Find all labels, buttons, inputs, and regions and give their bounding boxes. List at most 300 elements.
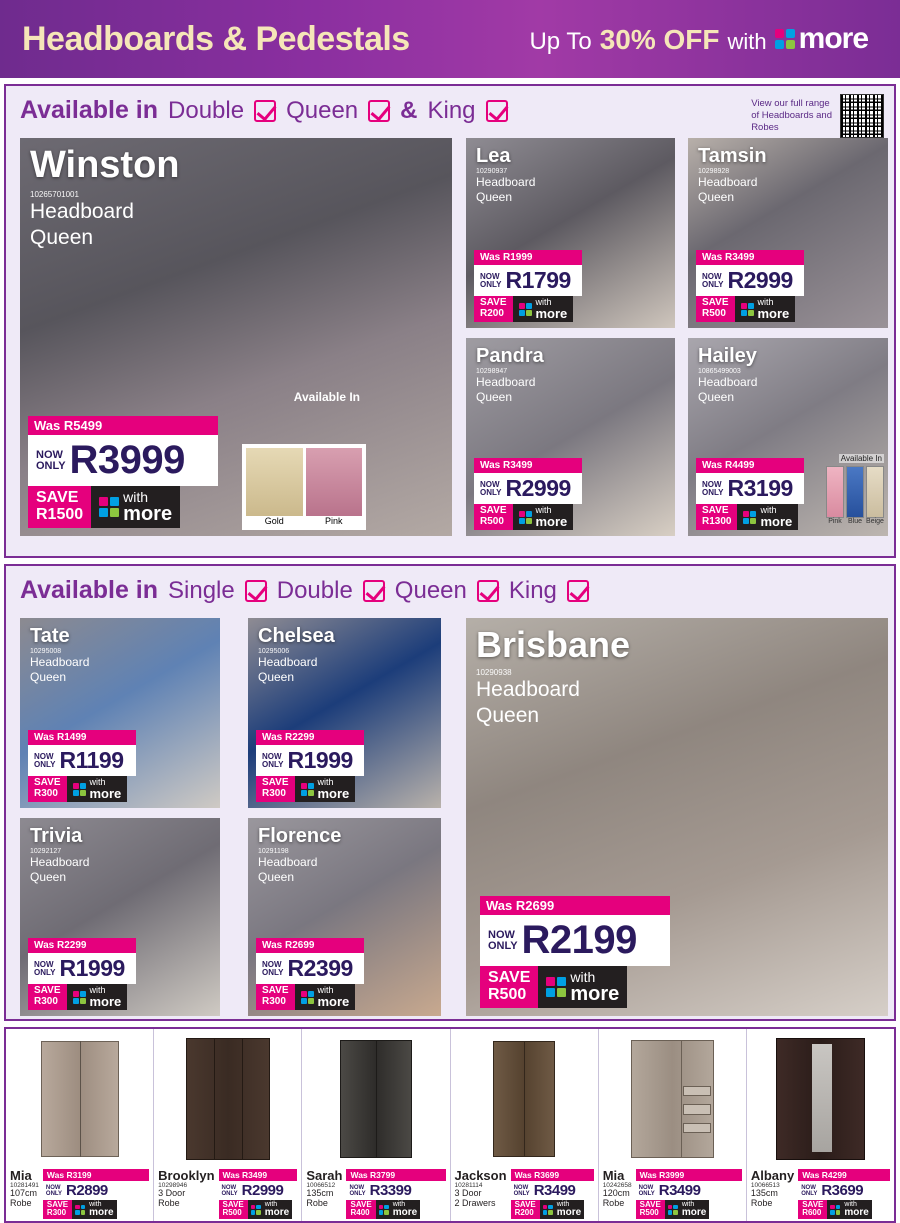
product-card-sarah[interactable] xyxy=(302,1029,450,1221)
was-price: Was R3999 xyxy=(636,1169,742,1181)
price-block xyxy=(256,727,364,802)
was-price: Was R4299 xyxy=(798,1169,890,1181)
with-label: with xyxy=(556,1201,570,1208)
product-info xyxy=(306,1169,445,1219)
product-card-tamsin[interactable] xyxy=(688,138,888,328)
product-code: 10281491 xyxy=(10,1182,39,1189)
with-more-badge xyxy=(735,296,796,322)
product-desc-1: Headboard xyxy=(476,175,536,189)
more-label: more xyxy=(570,983,620,1005)
product-card-trivia[interactable] xyxy=(20,818,220,1016)
now-price-row xyxy=(28,953,136,984)
swatch-label: Pink xyxy=(828,518,842,525)
was-price: Was R1999 xyxy=(474,250,582,265)
save-row xyxy=(474,296,582,322)
product-desc-2: Queen xyxy=(476,190,513,204)
save-label: SAVE xyxy=(488,969,531,986)
price-block xyxy=(696,455,804,530)
with-label: with xyxy=(570,969,596,985)
product-name: Jackson xyxy=(454,1168,507,1183)
product-card-pandra[interactable] xyxy=(466,338,675,536)
product-card-hailey[interactable] xyxy=(688,338,888,536)
now-price: R1799 xyxy=(505,267,571,293)
with-label: with xyxy=(89,777,106,787)
now-price: R2199 xyxy=(521,918,637,962)
product-card-chelsea[interactable] xyxy=(248,618,441,808)
price-block xyxy=(474,455,582,530)
price-block xyxy=(480,896,670,1008)
now-price-row xyxy=(256,745,364,776)
was-price: Was R3499 xyxy=(696,250,804,265)
now-price-row xyxy=(480,915,670,966)
now-label-2: ONLY xyxy=(702,487,724,497)
product-code: 10066513 xyxy=(750,1182,780,1189)
product-image xyxy=(306,1033,445,1165)
product-image xyxy=(10,1033,149,1165)
swatch-chip xyxy=(306,448,363,516)
with-more-badge xyxy=(538,966,627,1008)
product-desc-2: Queen xyxy=(476,390,513,404)
product-code: 10291198 xyxy=(258,848,289,855)
section1-size-king: King xyxy=(427,96,476,124)
save-row xyxy=(219,1200,298,1219)
more-petal-icon xyxy=(73,991,86,1004)
more-label: more xyxy=(681,1207,707,1218)
save-row xyxy=(346,1200,445,1219)
product-info xyxy=(158,1169,297,1219)
now-label-1: NOW xyxy=(480,271,500,281)
save-label: SAVE xyxy=(802,1200,824,1209)
product-code: 10865499003 xyxy=(698,368,741,375)
more-label: more xyxy=(535,514,568,529)
section2-available-label: Available in xyxy=(20,576,159,604)
was-price: Was R1499 xyxy=(28,730,136,745)
now-price-row xyxy=(256,953,364,984)
product-name: Sarah xyxy=(306,1168,343,1183)
header-with-label: with xyxy=(727,29,767,54)
product-desc-1: Headboard xyxy=(476,678,580,701)
more-petal-icon xyxy=(741,303,754,316)
with-more-badge xyxy=(737,504,798,530)
product-desc-1: 107cm xyxy=(10,1188,38,1198)
section1-available-label: Available in xyxy=(20,96,159,124)
swatch-label: Pink xyxy=(324,516,343,526)
now-price: R3499 xyxy=(533,1182,576,1199)
section1-ampersand: & xyxy=(400,96,418,124)
now-label-2: ONLY xyxy=(36,459,66,472)
with-label: with xyxy=(123,489,149,505)
product-desc-1: Headboard xyxy=(258,855,318,869)
now-label-1: NOW xyxy=(702,479,722,489)
save-label: SAVE xyxy=(480,505,507,516)
with-more-badge xyxy=(827,1200,871,1219)
product-desc-1: Headboard xyxy=(698,175,758,189)
was-price: Was R2699 xyxy=(256,938,364,953)
price-block xyxy=(346,1169,445,1219)
more-label: more xyxy=(392,1207,418,1218)
product-code: 10295008 xyxy=(30,648,62,655)
more-label: more xyxy=(264,1207,290,1218)
swatch-chip xyxy=(866,466,884,518)
save-row xyxy=(798,1200,890,1219)
now-price-row xyxy=(511,1181,594,1200)
now-price-row xyxy=(474,265,582,296)
more-petal-icon xyxy=(830,1205,840,1215)
with-more-badge xyxy=(248,1200,292,1219)
swatch-chip xyxy=(846,466,864,518)
more-petal-icon xyxy=(379,1205,389,1215)
more-label: more xyxy=(317,994,350,1009)
hailey-swatch-panel xyxy=(826,466,884,525)
swatch-label: Blue xyxy=(847,518,862,525)
save-row xyxy=(480,966,670,1008)
price-block xyxy=(43,1169,149,1219)
product-code: 10298928 xyxy=(698,168,730,175)
save-amount: R400 xyxy=(350,1208,370,1218)
now-label-1: NOW xyxy=(513,1184,529,1191)
product-info xyxy=(455,1169,594,1219)
section1-size-double: Double xyxy=(168,96,245,124)
now-price: R2999 xyxy=(505,475,571,501)
now-label-1: NOW xyxy=(349,1184,365,1191)
now-price-row xyxy=(346,1181,445,1200)
price-block xyxy=(696,247,804,322)
now-label-1: NOW xyxy=(34,751,54,761)
product-desc-1: 120cm xyxy=(602,1188,630,1198)
section2-size-queen: Queen xyxy=(394,576,467,604)
save-row xyxy=(696,504,804,530)
more-label: more xyxy=(535,306,568,321)
save-row xyxy=(43,1200,149,1219)
price-block xyxy=(28,935,136,1010)
was-price: Was R3499 xyxy=(219,1169,298,1181)
product-desc-1: Headboard xyxy=(258,655,318,669)
with-more-badge xyxy=(72,1200,116,1219)
now-price: R2899 xyxy=(66,1182,108,1199)
now-price: R3499 xyxy=(658,1182,701,1199)
price-block xyxy=(511,1169,594,1219)
product-desc-2: Queen xyxy=(476,704,540,727)
product-name: Winston xyxy=(30,144,180,186)
with-label: with xyxy=(317,777,334,787)
with-label: with xyxy=(757,297,774,307)
now-price: R2999 xyxy=(241,1182,284,1199)
now-label-1: NOW xyxy=(262,959,282,969)
product-code: 10265701001 xyxy=(30,190,79,199)
now-price-row xyxy=(43,1181,149,1200)
now-price: R2999 xyxy=(727,267,793,293)
save-amount: R300 xyxy=(34,995,58,1007)
product-desc-1: Headboard xyxy=(698,375,758,389)
checkbox-tick-icon xyxy=(254,100,276,122)
save-amount: R1500 xyxy=(36,505,84,523)
with-label: with xyxy=(89,1201,102,1208)
product-name: Brisbane xyxy=(476,624,631,665)
with-more-badge xyxy=(91,486,180,528)
now-label-1: NOW xyxy=(638,1184,654,1191)
now-label-1: NOW xyxy=(488,928,515,941)
product-desc-2: Queen xyxy=(30,870,67,884)
section-headboards-single-double-queen-king xyxy=(4,564,896,1021)
product-image xyxy=(751,1033,890,1165)
product-code: 10298946 xyxy=(158,1182,188,1189)
product-desc-2: Queen xyxy=(30,670,67,684)
now-label-1: NOW xyxy=(262,751,282,761)
robes-strip xyxy=(4,1027,896,1223)
now-price: R3399 xyxy=(369,1182,412,1199)
save-amount: R500 xyxy=(702,307,726,319)
swatch-label: Beige xyxy=(866,518,884,525)
product-name: Trivia xyxy=(30,825,83,847)
product-code: 10298947 xyxy=(476,368,508,375)
more-label: more xyxy=(123,503,173,525)
section-headboards-double-queen-king xyxy=(4,84,896,558)
now-label-2: ONLY xyxy=(480,279,502,289)
product-card-winston[interactable] xyxy=(20,138,452,536)
save-label: SAVE xyxy=(262,985,289,996)
more-label: more xyxy=(844,1207,869,1218)
product-image xyxy=(603,1033,742,1165)
header-discount: 30% OFF xyxy=(599,24,720,55)
now-label-1: NOW xyxy=(221,1184,237,1191)
now-price-row xyxy=(636,1181,742,1200)
qr-text xyxy=(751,98,832,134)
save-amount: R1300 xyxy=(702,515,732,527)
save-row xyxy=(474,504,582,530)
now-label-2: ONLY xyxy=(488,939,518,952)
product-code: 10242658 xyxy=(602,1182,632,1189)
now-label-1: NOW xyxy=(480,479,500,489)
more-petal-icon xyxy=(73,783,86,796)
product-code: 10292127 xyxy=(30,848,62,855)
with-more-badge xyxy=(513,296,574,322)
with-label: with xyxy=(535,297,552,307)
qr-callout[interactable] xyxy=(751,94,884,138)
now-label-2: ONLY xyxy=(34,967,56,977)
product-name: Lea xyxy=(476,145,511,167)
more-petal-icon xyxy=(251,1205,261,1215)
now-label-2: ONLY xyxy=(45,1190,63,1197)
product-desc-1: Headboard xyxy=(30,655,90,669)
product-card-mia-120[interactable] xyxy=(599,1029,747,1221)
save-amount: R500 xyxy=(222,1208,242,1218)
product-desc-2: Robe xyxy=(602,1197,625,1208)
checkbox-tick-icon xyxy=(245,580,267,602)
product-desc-1: Headboard xyxy=(476,375,536,389)
save-amount: R300 xyxy=(262,995,286,1007)
was-price: Was R5499 xyxy=(28,416,218,435)
with-label: with xyxy=(681,1201,695,1208)
save-amount: R200 xyxy=(480,307,504,319)
product-card-lea[interactable] xyxy=(466,138,675,328)
product-desc-2: Queen xyxy=(698,190,735,204)
with-more-badge xyxy=(540,1200,584,1219)
with-more-badge xyxy=(295,776,356,802)
save-label: SAVE xyxy=(34,777,61,788)
with-more-badge xyxy=(295,984,356,1010)
price-block xyxy=(474,247,582,322)
available-in-label: Available In xyxy=(293,390,360,404)
qr-code-icon[interactable] xyxy=(840,94,884,138)
save-amount: R600 xyxy=(802,1208,822,1218)
save-label: SAVE xyxy=(514,1200,536,1209)
product-desc-1: 135cm xyxy=(750,1188,778,1198)
now-label-2: ONLY xyxy=(801,1190,818,1197)
qr-text-line1: View our full range xyxy=(751,98,830,110)
product-info xyxy=(10,1169,149,1219)
now-price: R1999 xyxy=(287,747,353,773)
with-label: with xyxy=(392,1201,406,1208)
product-card-tate[interactable] xyxy=(20,618,220,808)
save-label: SAVE xyxy=(222,1200,244,1209)
now-label-2: ONLY xyxy=(262,759,284,769)
now-label-1: NOW xyxy=(801,1184,816,1191)
more-petal-icon xyxy=(301,783,314,796)
section1-size-queen: Queen xyxy=(286,96,359,124)
now-price: R3199 xyxy=(727,475,793,501)
more-petal-icon xyxy=(668,1205,678,1215)
was-price: Was R2299 xyxy=(28,938,136,953)
product-code: 10281114 xyxy=(454,1182,483,1189)
now-label-2: ONLY xyxy=(513,1190,530,1197)
more-petal-icon xyxy=(99,497,119,517)
product-card-albany[interactable] xyxy=(747,1029,894,1221)
product-desc-1: 3 Door xyxy=(158,1188,186,1198)
more-logo xyxy=(775,22,868,56)
product-code: 10295006 xyxy=(258,648,290,655)
price-block xyxy=(219,1169,298,1219)
now-price-row xyxy=(696,473,804,504)
now-price: R1199 xyxy=(59,747,124,773)
with-more-badge xyxy=(513,504,574,530)
page-title: Headboards & Pedestals xyxy=(22,19,410,58)
save-row xyxy=(28,486,218,528)
product-info xyxy=(603,1169,742,1219)
more-petal-icon xyxy=(519,511,532,524)
more-logo-text: more xyxy=(798,22,868,55)
product-name: Chelsea xyxy=(258,625,335,647)
swatch-chip xyxy=(826,466,844,518)
product-code: 10066512 xyxy=(306,1182,336,1189)
save-row xyxy=(28,776,136,802)
save-row xyxy=(28,984,136,1010)
was-price: Was R3699 xyxy=(511,1169,594,1181)
section2-heading xyxy=(6,566,894,611)
product-desc-1: Headboard xyxy=(30,200,134,223)
price-block xyxy=(28,416,218,528)
more-petal-icon xyxy=(543,1205,553,1215)
checkbox-tick-icon xyxy=(363,580,385,602)
product-desc-2: Robe xyxy=(10,1197,32,1208)
now-price: R2399 xyxy=(287,955,353,981)
swatch-chip xyxy=(246,448,303,516)
product-code: 10290938 xyxy=(476,668,512,677)
header-promo xyxy=(529,22,878,56)
was-price: Was R3199 xyxy=(43,1169,149,1181)
more-label: more xyxy=(760,514,793,529)
winston-swatch-panel xyxy=(242,444,366,530)
more-label: more xyxy=(757,306,790,321)
now-price: R3699 xyxy=(821,1182,864,1199)
with-more-badge xyxy=(376,1200,420,1219)
product-desc-1: 135cm xyxy=(306,1188,334,1198)
now-label-2: ONLY xyxy=(34,759,56,769)
product-desc-1: 3 Door xyxy=(454,1188,482,1198)
product-desc-2: Robe xyxy=(750,1197,773,1208)
section2-size-king: King xyxy=(508,576,557,604)
section2-size-double: Double xyxy=(276,576,353,604)
product-card-florence[interactable] xyxy=(248,818,441,1016)
now-label-2: ONLY xyxy=(349,1190,366,1197)
save-row xyxy=(696,296,804,322)
checkbox-tick-icon xyxy=(486,100,508,122)
more-petal-icon xyxy=(519,303,532,316)
more-label: more xyxy=(89,994,122,1009)
product-name: Mia xyxy=(602,1168,625,1183)
product-code: 10290937 xyxy=(476,168,508,175)
product-desc-2: Queen xyxy=(258,670,295,684)
with-label: with xyxy=(535,505,552,515)
more-petal-icon xyxy=(75,1205,85,1215)
now-label-2: ONLY xyxy=(221,1190,238,1197)
product-card-brisbane[interactable] xyxy=(466,618,888,1016)
save-row xyxy=(256,776,364,802)
product-desc-2: Queen xyxy=(698,390,735,404)
product-name: Hailey xyxy=(698,345,757,367)
was-price: Was R2299 xyxy=(256,730,364,745)
qr-text-line2: of Headboards and xyxy=(751,110,832,122)
now-label-2: ONLY xyxy=(480,487,502,497)
product-name: Tamsin xyxy=(698,145,767,167)
save-amount: R300 xyxy=(46,1208,67,1218)
with-more-badge xyxy=(665,1200,709,1219)
save-label: SAVE xyxy=(34,985,61,996)
product-card-brooklyn[interactable] xyxy=(154,1029,302,1221)
now-price-row xyxy=(798,1181,890,1200)
more-label: more xyxy=(317,786,350,801)
more-petal-icon xyxy=(301,991,314,1004)
product-info xyxy=(751,1169,890,1219)
more-label: more xyxy=(89,786,122,801)
now-label-2: ONLY xyxy=(262,967,284,977)
product-desc-1: Headboard xyxy=(30,855,90,869)
product-card-mia-107[interactable] xyxy=(6,1029,154,1221)
product-name: Tate xyxy=(30,625,70,647)
save-label: SAVE xyxy=(46,1200,69,1209)
with-label: with xyxy=(264,1201,278,1208)
now-label-1: NOW xyxy=(36,448,63,461)
with-more-badge xyxy=(67,776,128,802)
more-petal-icon xyxy=(743,511,756,524)
product-name: Pandra xyxy=(476,345,544,367)
now-label-1: NOW xyxy=(45,1184,61,1191)
product-image xyxy=(455,1033,594,1165)
product-name: Brooklyn xyxy=(158,1168,215,1183)
save-label: SAVE xyxy=(702,505,729,516)
more-label: more xyxy=(89,1207,114,1218)
save-amount: R300 xyxy=(262,787,286,799)
now-price-row xyxy=(28,435,218,486)
product-desc-2: Robe xyxy=(306,1197,328,1208)
now-price: R1999 xyxy=(59,955,125,981)
product-card-jackson[interactable] xyxy=(451,1029,599,1221)
now-price-row xyxy=(696,265,804,296)
price-block xyxy=(256,935,364,1010)
save-amount: R300 xyxy=(34,787,58,799)
save-label: SAVE xyxy=(480,297,507,308)
save-label: SAVE xyxy=(350,1200,372,1209)
with-more-badge xyxy=(67,984,128,1010)
